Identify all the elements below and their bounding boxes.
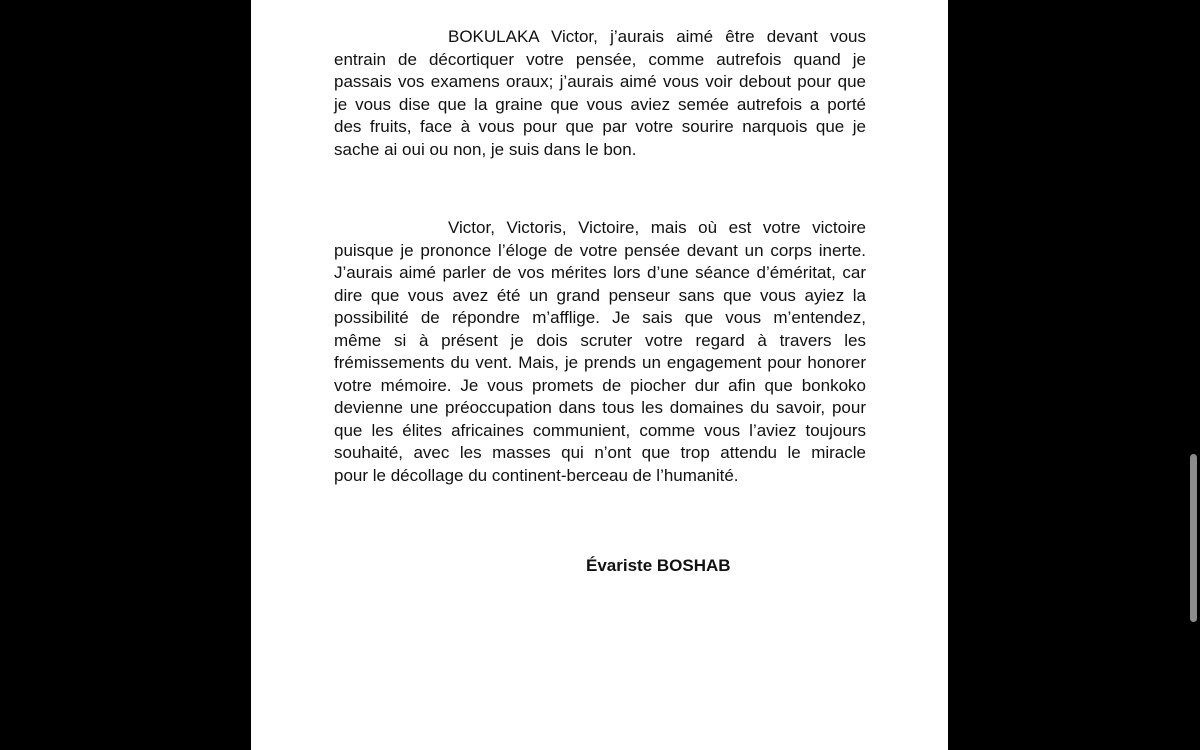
text-line: passais vos examens oraux; j’aurais aimé vous voir debout pour que [334, 72, 866, 91]
text-line: J’aurais aimé parler de vos mérites lors d’une séance d’éméritat, car [334, 263, 866, 282]
text-line: sache ai oui ou non, je suis dans le bon. [334, 139, 637, 159]
text-line: que les élites africaines communient, comme vous l’aviez toujours [334, 420, 866, 440]
text-line: frémissements du vent. Mais, je prends un engagement pour honorer [334, 353, 866, 372]
text-line: possibilité de répondre m’afflige. Je sais que vous m’entendez, [334, 308, 866, 327]
signature: Évariste BOSHAB [586, 556, 731, 575]
text-line: des fruits, face à vous pour que par votre sourire narquois que je [334, 117, 866, 136]
text-line: votre mémoire. Je vous promets de piocher dur afin que bonkoko [334, 375, 866, 395]
text-line: souhaité, avec les masses qui n’ont que trop attendu le miracle [334, 443, 866, 462]
text-line: BOKULAKA Victor, j’aurais aimé être devant vous [448, 27, 866, 46]
text-line: je vous dise que la graine que vous aviez semée autrefois a porté [334, 94, 866, 114]
vertical-scrollbar[interactable] [1186, 0, 1200, 750]
scrollbar-thumb[interactable] [1190, 454, 1197, 622]
text-line: Victor, Victoris, Victoire, mais où est votre victoire [448, 218, 866, 237]
paragraph-victoire [334, 217, 866, 487]
paragraph-tribute [334, 26, 866, 161]
text-line: même si à présent je dois scruter votre regard à travers les [334, 330, 866, 350]
text-line: pour le décollage du continent-berceau de l’humanité. [334, 465, 739, 485]
text-line: dire que vous avez été un grand penseur sans que vous ayiez la [334, 285, 866, 305]
text-line: entrain de décortiquer votre pensée, comme autrefois quand je [334, 49, 866, 69]
text-line: puisque je prononce l’éloge de votre pensée devant un corps inerte. [334, 240, 866, 260]
text-line: devienne une préoccupation dans tous les domaines du savoir, pour [334, 398, 866, 417]
document-page [251, 0, 948, 750]
